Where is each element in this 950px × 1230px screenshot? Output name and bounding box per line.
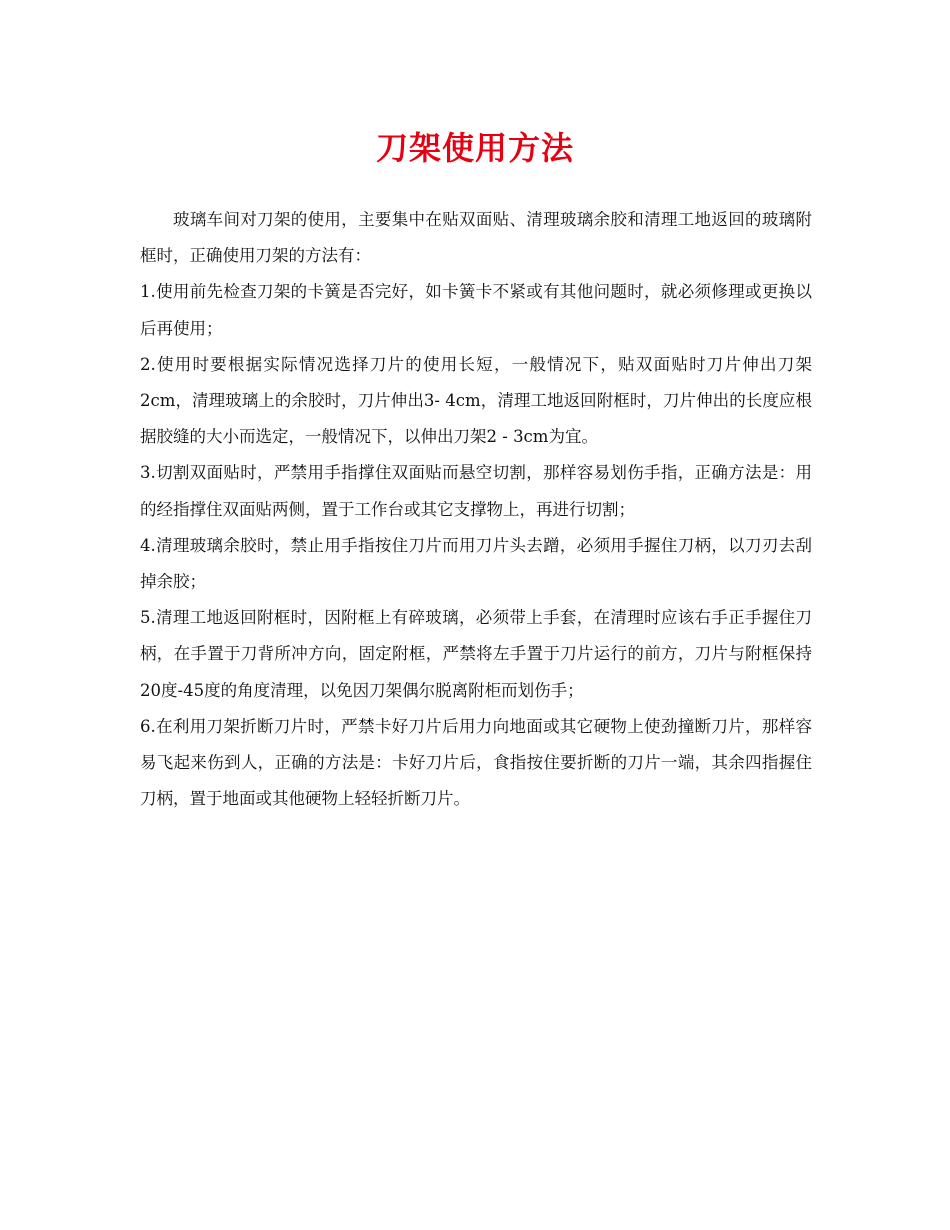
rule-paragraph-3: 3.切割双面贴时，严禁用手指撑住双面贴而悬空切割，那样容易划伤手指，正确方法是：用的经指撑住双面贴两侧，置于工作台或其它支撑物上，再进行切割； — [140, 463, 812, 519]
document-body — [140, 202, 812, 817]
rule-paragraph-4: 4.清理玻璃余胶时，禁止用手指按住刀片而用刀片头去蹭，必须用手握住刀柄，以刀刃去刮掉余胶； — [140, 535, 812, 592]
rule-paragraph-5: 5.清理工地返回附框时，因附框上有碎玻璃，必须带上手套，在清理时应该右手正手握住刀柄，在手置于刀背所冲方向，固定附框，严禁将左手置于刀片运行的前方，刀片与附框保持20度-45度的角度清理，以免因刀架偶尔脱离附柜而划伤手； — [140, 608, 812, 700]
rule-paragraph-1: 1.使用前先检查刀架的卡簧是否完好，如卡簧卡不紧或有其他问题时，就必须修理或更换以后再使用； — [140, 282, 812, 338]
intro-paragraph: 玻璃车间对刀架的使用，主要集中在贴双面贴、清理玻璃余胶和清理工地返回的玻璃附框时，正确使用刀架的方法有： — [140, 210, 812, 266]
document-title: 刀架使用方法 — [375, 129, 574, 167]
rule-paragraph-2: 2.使用时要根据实际情况选择刀片的使用长短，一般情况下，贴双面贴时刀片伸出刀架2cm，清理玻璃上的余胶时，刀片伸出3- 4cm，清理工地返回附框时，刀片伸出的长度应根据胶缝的大小而选定，一般情况下，以伸出刀架2 - 3cm为宜。 — [140, 354, 812, 447]
rule-paragraph-6: 6.在利用刀架折断刀片时，严禁卡好刀片后用力向地面或其它硬物上使劲撞断刀片，那样容易飞起来伤到人，正确的方法是：卡好刀片后，食指按住要折断的刀片一端，其余四指握住刀柄，置于地面或其他硬物上轻轻折断刀片。 — [140, 716, 812, 809]
